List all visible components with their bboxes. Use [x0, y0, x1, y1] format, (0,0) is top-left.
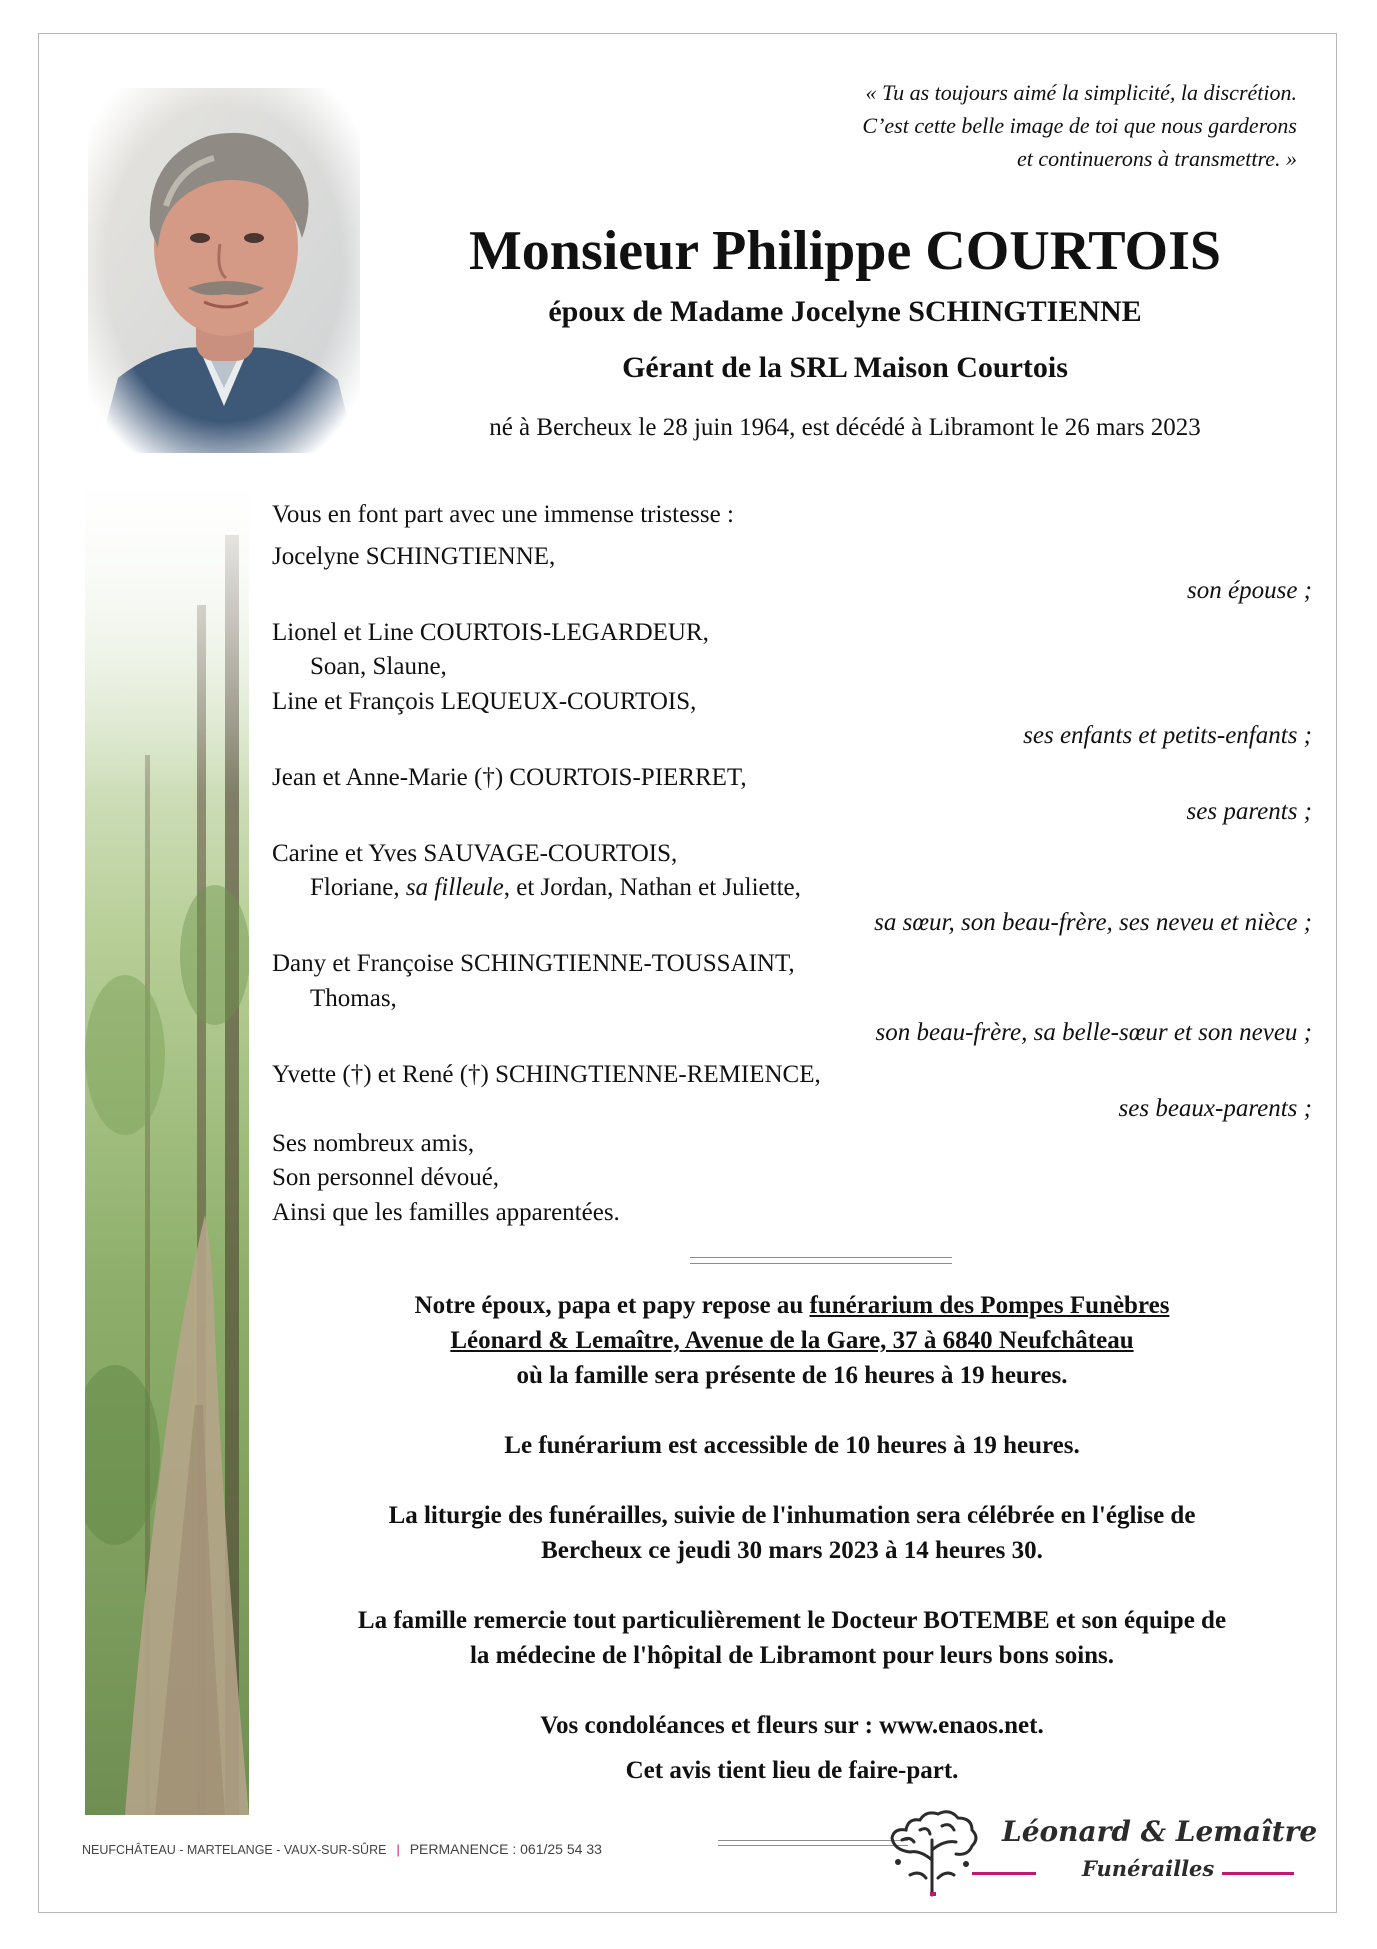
- family-closing-line: Ainsi que les familles apparentées.: [272, 1198, 620, 1226]
- brand-subtitle: Funérailles: [1082, 1856, 1215, 1881]
- family-relation: son beau-frère, sa belle-sœur et son neveu ;: [875, 1019, 1312, 1046]
- footer-permanence: PERMANENCE : 061/25 54 33: [409, 1841, 602, 1857]
- thanks-line: la médecine de l'hôpital de Libramont pour leurs bons soins.: [469, 1642, 1115, 1669]
- thanks-line: La famille remercie tout particulièrement le Docteur BOTEMBE et son équipe de: [357, 1607, 1227, 1634]
- family-intro: Vous en font part avec une immense tristesse :: [272, 501, 734, 528]
- repose-line-1: [262, 1288, 1322, 1323]
- funerarium-address: Léonard & Lemaître, Avenue de la Gare, 37 à 6840 Neufchâteau: [450, 1327, 1134, 1354]
- funeral-notice: [262, 1288, 1322, 1788]
- faire-part-line: Cet avis tient lieu de faire-part.: [625, 1757, 959, 1784]
- family-name-line: Jean et Anne-Marie (†) COURTOIS-PIERRET,: [272, 763, 747, 791]
- brand-name: Léonard & Lemaître: [1002, 1815, 1318, 1848]
- family-name-line: Carine et Yves SAUVAGE-COURTOIS,: [272, 839, 678, 867]
- family-name-line: Dany et Françoise SCHINGTIENNE-TOUSSAINT,: [272, 950, 795, 977]
- family-name-line: Soan, Slaune,: [310, 653, 447, 680]
- memorial-quote: [677, 76, 1297, 175]
- family-name-line: Yvette (†) et René (†) SCHINGTIENNE-REMIENCE,: [272, 1060, 821, 1088]
- family-relation: son épouse ;: [1187, 577, 1312, 604]
- family-closing-line: Son personnel dévoué,: [272, 1164, 500, 1191]
- brand-accent-rule: [1222, 1872, 1294, 1875]
- family-sub-italic: sa filleule: [405, 874, 504, 901]
- quote-line: C’est cette belle image de toi que nous garderons: [862, 113, 1297, 138]
- repose-prefix: Notre époux, papa et papy repose au: [414, 1292, 804, 1319]
- family-relation: ses parents ;: [1186, 798, 1312, 825]
- section-divider: [690, 1257, 952, 1264]
- family-name-line: Thomas,: [310, 984, 397, 1012]
- role-line: Gérant de la SRL Maison Courtois: [622, 351, 1068, 384]
- family-relation: ses beaux-parents ;: [1118, 1095, 1312, 1122]
- forest-path-image: [85, 455, 249, 1815]
- family-name-line: Jocelyne SCHINGTIENNE,: [272, 542, 556, 570]
- presence-line: où la famille sera présente de 16 heures à 19 heures.: [516, 1362, 1068, 1389]
- tree-logo-icon: [880, 1800, 990, 1898]
- footer-separator: |: [396, 1843, 400, 1857]
- spouse-line: époux de Madame Jocelyne SCHINGTIENNE: [548, 295, 1142, 328]
- condolences-line: Vos condoléances et fleurs sur : www.enaos.net.: [540, 1712, 1044, 1739]
- family-name-line: [272, 871, 1312, 906]
- access-line: Le funérarium est accessible de 10 heures à 19 heures.: [504, 1432, 1080, 1459]
- family-closing-line: Ses nombreux amis,: [272, 1129, 475, 1157]
- liturgy-line: La liturgie des funérailles, suivie de l'inhumation sera célébrée en l'église de: [388, 1502, 1196, 1529]
- family-sub-text: , et Jordan, Nathan et Juliette,: [503, 874, 801, 901]
- deceased-name: Monsieur Philippe COURTOIS: [468, 220, 1222, 282]
- footer-locations: NEUFCHÂTEAU - MARTELANGE - VAUX-SUR-SÛRE: [82, 1843, 387, 1857]
- portrait-photo: [88, 88, 360, 453]
- quote-line: et continuerons à transmettre. »: [1016, 146, 1297, 171]
- family-name-line: Lionel et Line COURTOIS-LEGARDEUR,: [272, 618, 709, 646]
- liturgy-line: Bercheux ce jeudi 30 mars 2023 à 14 heures 30.: [541, 1537, 1043, 1564]
- family-relation: ses enfants et petits-enfants ;: [1023, 722, 1312, 749]
- footer-contact: [82, 1841, 602, 1857]
- family-name-line: Line et François LEQUEUX-COURTOIS,: [272, 687, 697, 715]
- family-list: [272, 498, 1312, 1230]
- family-relation: sa sœur, son beau-frère, ses neveu et nièce ;: [874, 908, 1312, 936]
- brand-accent-rule: [972, 1872, 1036, 1875]
- birth-death-line: né à Bercheux le 28 juin 1964, est décédé à Libramont le 26 mars 2023: [489, 414, 1201, 441]
- quote-line: « Tu as toujours aimé la simplicité, la discrétion.: [865, 80, 1297, 105]
- funerarium-link: funérarium des Pompes Funèbres: [809, 1292, 1170, 1319]
- family-sub-text: Floriane,: [310, 874, 400, 901]
